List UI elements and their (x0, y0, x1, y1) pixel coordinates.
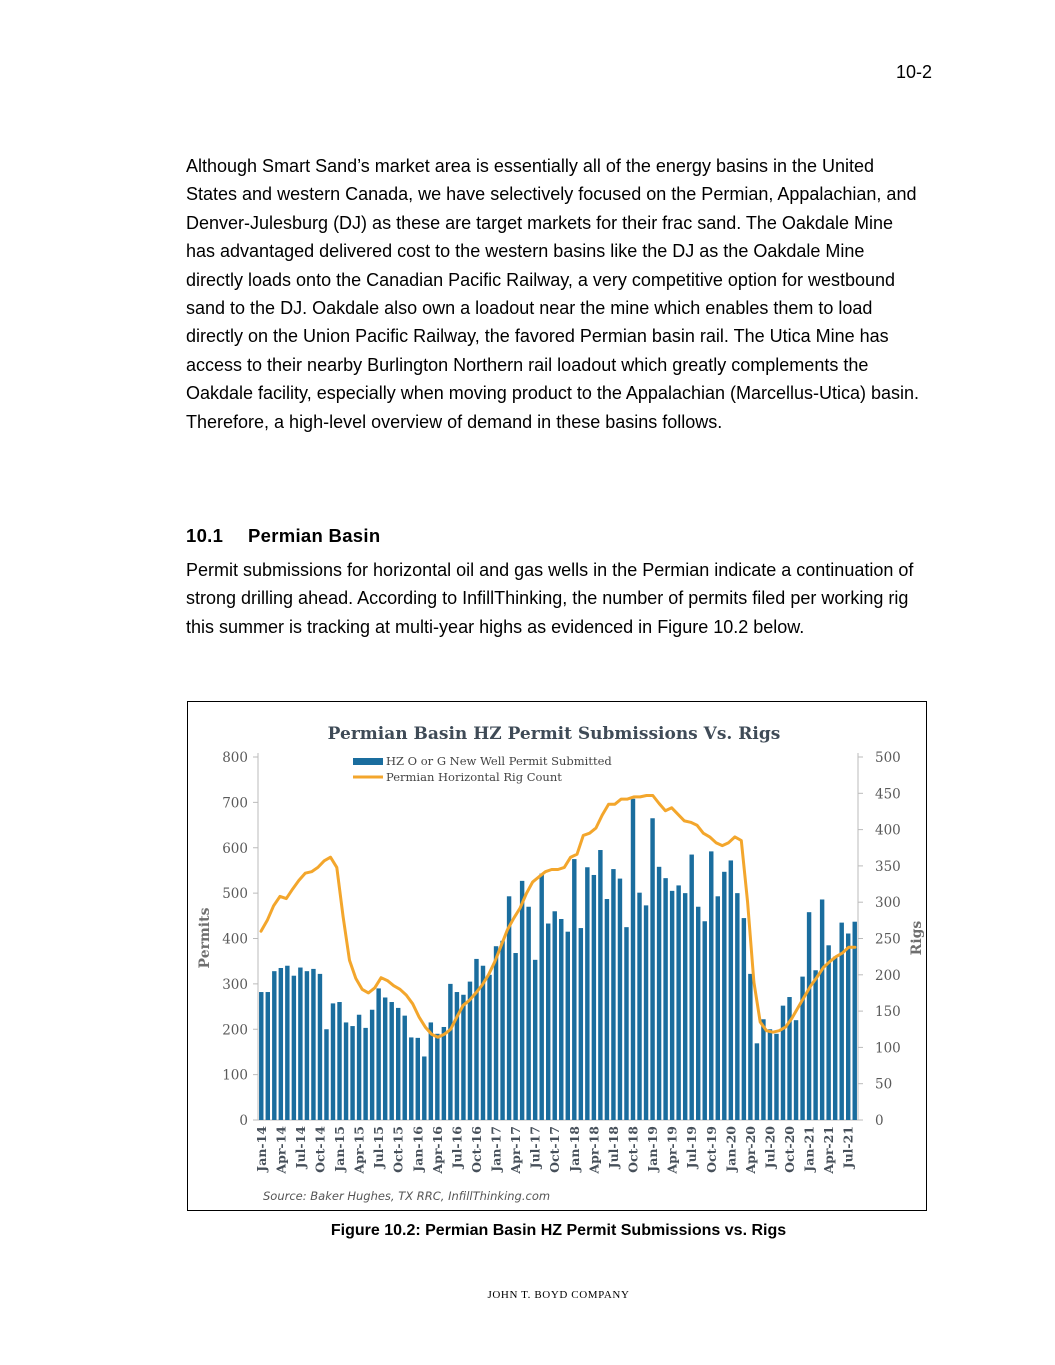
permits-vs-rigs-chart (188, 702, 928, 1212)
chart-source: Source: Baker Hughes, TX RRC, InfillThinking.com (263, 1189, 551, 1203)
figure-caption: Figure 10.2: Permian Basin HZ Permit Submissions vs. Rigs (330, 1222, 787, 1239)
permit-bar (826, 945, 830, 1120)
permit-bar (644, 905, 648, 1120)
permit-bar (657, 867, 661, 1120)
permit-bar (305, 971, 309, 1120)
permit-bar (285, 966, 289, 1120)
y-tick-label: 800 (222, 750, 248, 766)
permit-bar (781, 1006, 785, 1120)
permit-bar (331, 1003, 335, 1120)
permit-bar (370, 1010, 374, 1120)
y-tick-label: 0 (239, 1113, 248, 1129)
permit-bar (768, 1029, 772, 1120)
chart-title: Permian Basin HZ Permit Submissions Vs. Rigs (327, 724, 781, 744)
permit-bar (487, 975, 491, 1120)
permit-bar (546, 924, 550, 1120)
permit-bar (774, 1034, 778, 1120)
permit-bar (539, 874, 543, 1120)
permit-bar (846, 934, 850, 1120)
permit-bar (631, 799, 635, 1120)
permit-bar (442, 1027, 446, 1120)
permit-bar (716, 896, 720, 1120)
y-tick-label: 500 (222, 886, 248, 903)
y-tick-label: 300 (222, 976, 248, 993)
permit-bar (429, 1022, 433, 1120)
permit-bar (637, 893, 641, 1120)
x-tick-label: Apr-18 (586, 1126, 602, 1174)
permit-bar (579, 928, 583, 1120)
x-tick-label: Apr-17 (508, 1126, 524, 1174)
y-tick-label: 100 (222, 1067, 248, 1084)
permit-bar (663, 878, 667, 1120)
y2-tick-label: 150 (875, 1004, 901, 1021)
permit-bar (474, 959, 478, 1120)
y2-tick-label: 350 (875, 858, 901, 875)
permit-bar (279, 968, 283, 1120)
permit-bar (696, 907, 700, 1120)
x-tick-label: Jan-15 (332, 1126, 348, 1172)
permit-bar (553, 911, 557, 1120)
x-tick-label: Oct-16 (468, 1126, 484, 1173)
permit-bar (618, 879, 622, 1120)
permit-bar (266, 992, 270, 1120)
section-number: 10.1 (186, 525, 224, 546)
y2-tick-label: 0 (875, 1113, 884, 1129)
permit-bar (689, 855, 693, 1120)
permit-bar (435, 1034, 439, 1120)
y2-tick-label: 100 (875, 1040, 901, 1057)
intro-paragraph: Although Smart Sand’s market area is essentially all of the energy basins in the United States and western Canada, we have selectively focused on the Permian, Appalachian, and Denver-Julesburg (DJ) as these are target markets for their frac sand. The Oakdale Mine has advantaged delivered cost to the western basins like the DJ as the Oakdale Mine directly loads onto the Canadian Pacific Railway, a very competitive option for westbound sand to the DJ. Oakdale also own a loadout near the mine which enables them to load directly on the Union Pacific Railway, the favored Permian basin rail. The Utica Mine has access to their nearby Burlington Northern rail loadout which greatly complements the Oakdale facility, especially when moving product to the Appalachian (Marcellus-Utica) basin. Therefore, a high-level overview of demand in these basins follows. (186, 156, 920, 432)
permit-bar (566, 932, 570, 1120)
permit-bar (416, 1038, 420, 1120)
x-tick-label: Jul-14 (292, 1126, 308, 1169)
permit-bar (676, 885, 680, 1120)
y2-tick-label: 500 (875, 750, 901, 766)
page-number: 10-2 (895, 62, 932, 82)
permit-bar (298, 968, 302, 1120)
permian-paragraph: Permit submissions for horizontal oil and gas wells in the Permian indicate a continuation of strong drilling ahead. According to InfillThinking, the number of permits filed per working rig this summer is tracking at multi-year highs as evidenced in Figure 10.2 below. (186, 560, 914, 637)
chart-frame (187, 701, 927, 1211)
x-tick-label: Jan-17 (488, 1126, 504, 1172)
y2-tick-label: 50 (875, 1076, 893, 1093)
permit-bar (311, 969, 315, 1120)
permit-bar (494, 946, 498, 1120)
y-tick-label: 600 (222, 840, 248, 857)
permit-bar (703, 921, 707, 1120)
x-tick-label: Apr-14 (273, 1126, 289, 1174)
x-tick-label: Oct-15 (390, 1126, 406, 1173)
permit-bar (559, 919, 563, 1120)
permit-bar (794, 1020, 798, 1120)
chart-legend (353, 754, 612, 784)
x-tick-label: Jan-14 (253, 1126, 269, 1172)
permit-bar (729, 860, 733, 1120)
permit-bar (318, 974, 322, 1120)
permit-bar (807, 912, 811, 1120)
x-tick-label: Oct-18 (625, 1126, 641, 1173)
y2-tick-label: 250 (875, 931, 901, 948)
x-tick-label: Jan-20 (723, 1126, 739, 1172)
permit-bar (611, 869, 615, 1120)
legend-bar-label: HZ O or G New Well Permit Submitted (386, 754, 612, 768)
y2-tick-label: 300 (875, 895, 901, 912)
permit-bar (403, 1016, 407, 1120)
permit-bar (324, 1029, 328, 1120)
permit-bar (853, 922, 857, 1120)
permit-bar (481, 966, 485, 1120)
permit-bar (344, 1022, 348, 1120)
permit-bar (292, 976, 296, 1120)
permit-bar (787, 997, 791, 1120)
permit-bar (383, 997, 387, 1120)
y-tick-label: 400 (222, 931, 248, 948)
x-tick-label: Jan-21 (801, 1126, 817, 1172)
x-tick-label: Jul-16 (449, 1126, 465, 1169)
permit-bar (592, 875, 596, 1120)
permit-bar (820, 899, 824, 1120)
x-tick-label: Apr-16 (429, 1126, 445, 1174)
x-tick-label: Apr-19 (664, 1126, 680, 1174)
x-tick-label: Oct-17 (547, 1126, 563, 1173)
x-tick-label: Jul-15 (371, 1126, 387, 1169)
legend-line-label: Permian Horizontal Rig Count (386, 770, 562, 784)
y2-axis-label: Rigs (909, 920, 925, 956)
permit-bar (585, 867, 589, 1120)
x-tick-label: Apr-15 (351, 1126, 367, 1174)
permit-bar (748, 974, 752, 1120)
x-tick-label: Jul-17 (527, 1126, 543, 1169)
section-heading (186, 525, 380, 547)
x-tick-label: Jul-18 (605, 1126, 621, 1169)
x-tick-label: Jan-16 (410, 1126, 426, 1172)
permit-bar (683, 893, 687, 1120)
x-tick-label: Oct-14 (312, 1126, 328, 1173)
section-title: Permian Basin (248, 525, 381, 546)
x-tick-label: Jul-21 (840, 1126, 856, 1169)
x-tick-label: Jul-20 (762, 1126, 778, 1169)
x-tick-label: Jan-19 (645, 1126, 661, 1172)
permit-bar (650, 818, 654, 1120)
permit-bar (350, 1026, 354, 1120)
permit-bar (337, 1002, 341, 1120)
legend-bar-swatch (353, 758, 383, 765)
permit-bar (389, 1002, 393, 1120)
permit-bar (624, 927, 628, 1120)
permit-bar (376, 988, 380, 1120)
permit-bar (833, 957, 837, 1120)
rig-count-line (261, 796, 855, 1038)
x-tick-label: Apr-21 (821, 1126, 837, 1174)
permit-bar (709, 851, 713, 1120)
y2-tick-label: 450 (875, 786, 901, 803)
x-tick-label: Oct-20 (782, 1126, 798, 1173)
permit-bar (722, 872, 726, 1120)
y2-tick-label: 400 (875, 822, 901, 839)
x-tick-label: Oct-19 (703, 1126, 719, 1173)
permit-bar (605, 899, 609, 1120)
permit-bar (357, 1015, 361, 1120)
permit-bar (500, 941, 504, 1120)
permit-bar (742, 918, 746, 1120)
permit-bar (259, 992, 263, 1120)
permit-bar (572, 859, 576, 1120)
x-tick-label: Jul-19 (684, 1126, 700, 1169)
permit-bar (670, 891, 674, 1120)
permit-bar (520, 881, 524, 1120)
permit-bar (533, 960, 537, 1120)
permit-bar (422, 1056, 426, 1120)
y-tick-label: 700 (222, 795, 248, 812)
permit-bar (813, 970, 817, 1120)
permit-bar (761, 1019, 765, 1120)
y-tick-label: 200 (222, 1022, 248, 1039)
rig-count-polyline (261, 796, 855, 1038)
footer-company: JOHN T. BOYD COMPANY (487, 1289, 630, 1301)
permit-bar (396, 1008, 400, 1120)
permit-bar (448, 984, 452, 1120)
permit-bar (363, 1028, 367, 1120)
permit-bar (409, 1037, 413, 1120)
x-tick-label: Apr-20 (742, 1126, 758, 1174)
permit-bar (755, 1043, 759, 1120)
permit-bar (272, 971, 276, 1120)
permit-bar (526, 907, 530, 1120)
permit-bar (461, 995, 465, 1120)
y-axis-label: Permits (197, 907, 213, 969)
y2-tick-label: 200 (875, 967, 901, 984)
permit-bar (735, 893, 739, 1120)
x-tick-label: Jan-18 (566, 1126, 582, 1172)
permit-bar (513, 953, 517, 1120)
permit-bar (598, 850, 602, 1120)
